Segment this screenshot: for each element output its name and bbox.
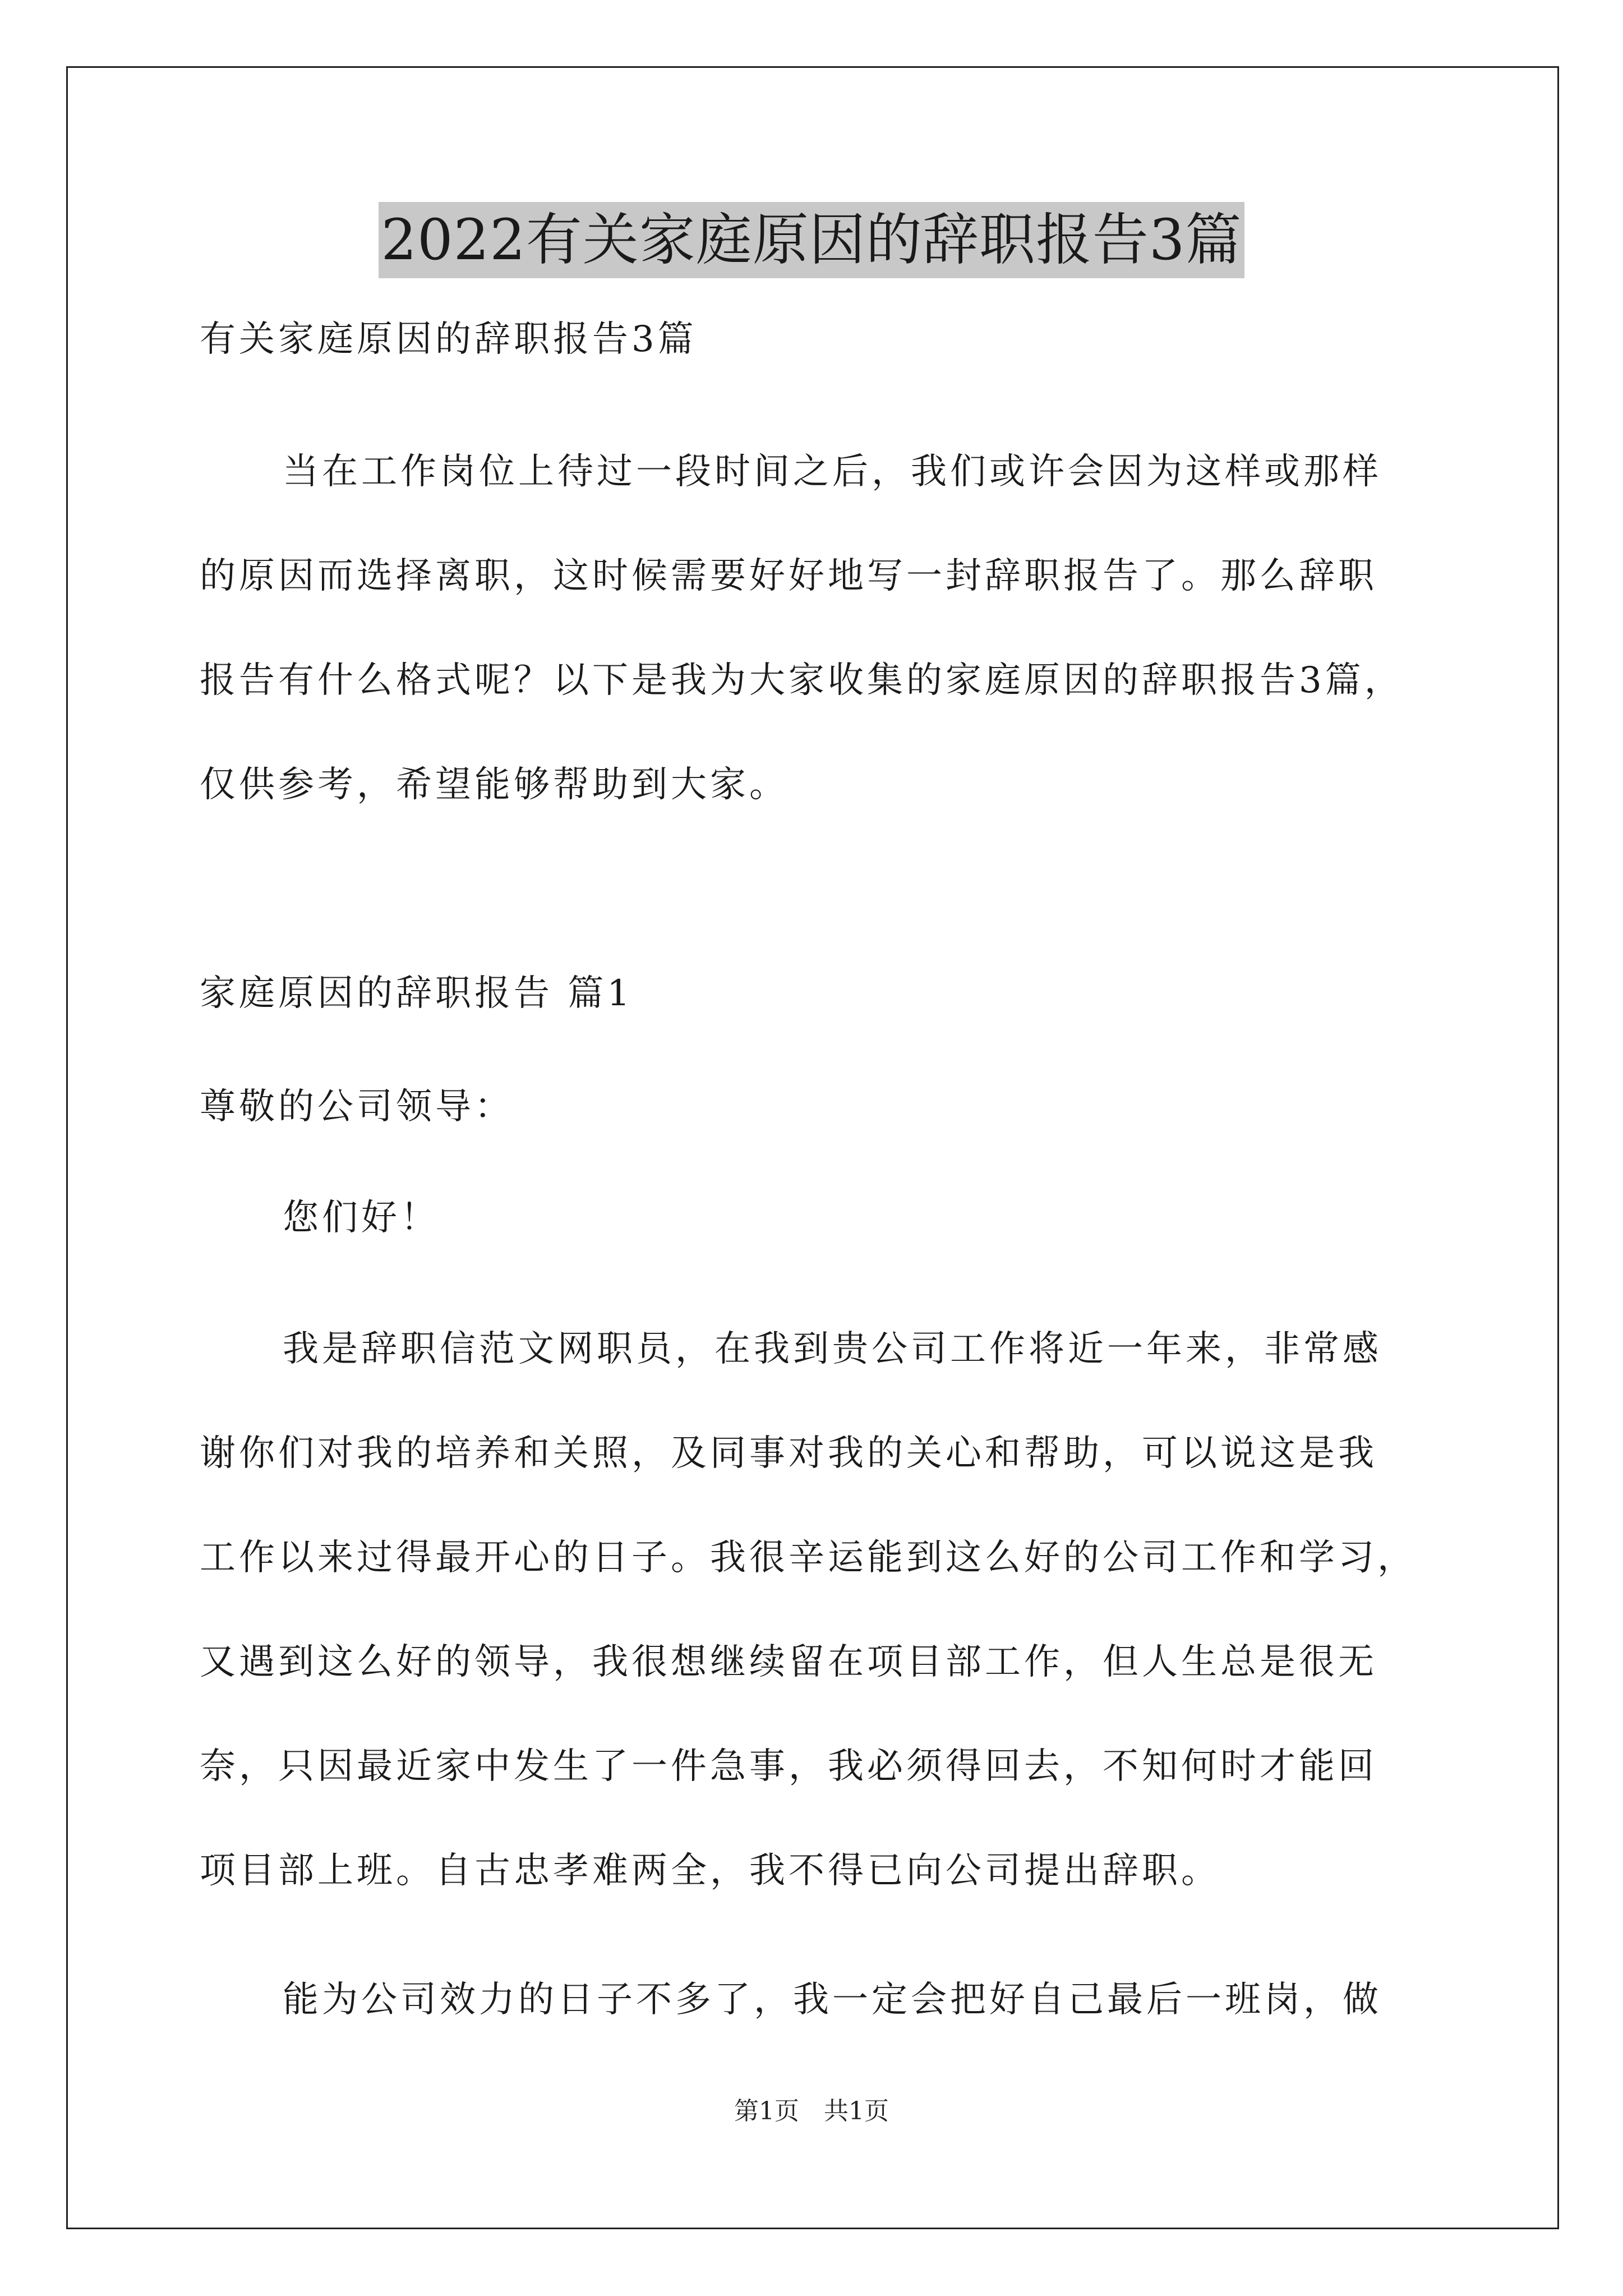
intro-line: 当在工作岗位上待过一段时间之后，我们或许会因为这样或那样 [283,451,1382,493]
section-heading: 家庭原因的辞职报告 篇1 [200,973,634,1014]
intro-line: 报告有什么格式呢？以下是我为大家收集的家庭原因的辞职报告3篇， [200,660,1404,701]
intro-line: 仅供参考，希望能够帮助到大家。 [200,764,789,806]
intro-paragraph [200,420,1467,837]
title-container [0,202,1623,278]
document-title: 2022有关家庭原因的辞职报告3篇 [379,202,1244,278]
body-line: 奈，只因最近家中发生了一件急事，我必须得回去，不知何时才能回 [200,1746,1377,1787]
body-line: 我是辞职信范文网职员，在我到贵公司工作将近一年来，非常感 [283,1328,1382,1370]
page-footer: 第1页 共1页 [734,2097,889,2125]
document-subtitle: 有关家庭原因的辞职报告3篇 [200,319,697,360]
greeting: 您们好！ [283,1197,440,1239]
body-line: 项目部上班。自古忠孝难两全，我不得已向公司提出辞职。 [200,1850,1220,1892]
salutation: 尊敬的公司领导： [200,1086,514,1128]
body-line: 谢你们对我的培养和关照，及同事对我的关心和帮助，可以说这是我 [200,1433,1377,1474]
closing-paragraph [200,1973,1467,2026]
closing-line: 能为公司效力的日子不多了，我一定会把好自己最后一班岗，做 [283,1979,1382,2021]
body-line: 又遇到这么好的领导，我很想继续留在项目部工作，但人生总是很无 [200,1641,1377,1683]
body-line: 工作以来过得最开心的日子。我很辛运能到这么好的公司工作和学习， [200,1537,1417,1579]
document-body [200,313,1467,2026]
intro-line: 的原因而选择离职，这时候需要好好地写一封辞职报告了。那么辞职 [200,555,1377,597]
body-paragraph [200,1297,1467,1923]
